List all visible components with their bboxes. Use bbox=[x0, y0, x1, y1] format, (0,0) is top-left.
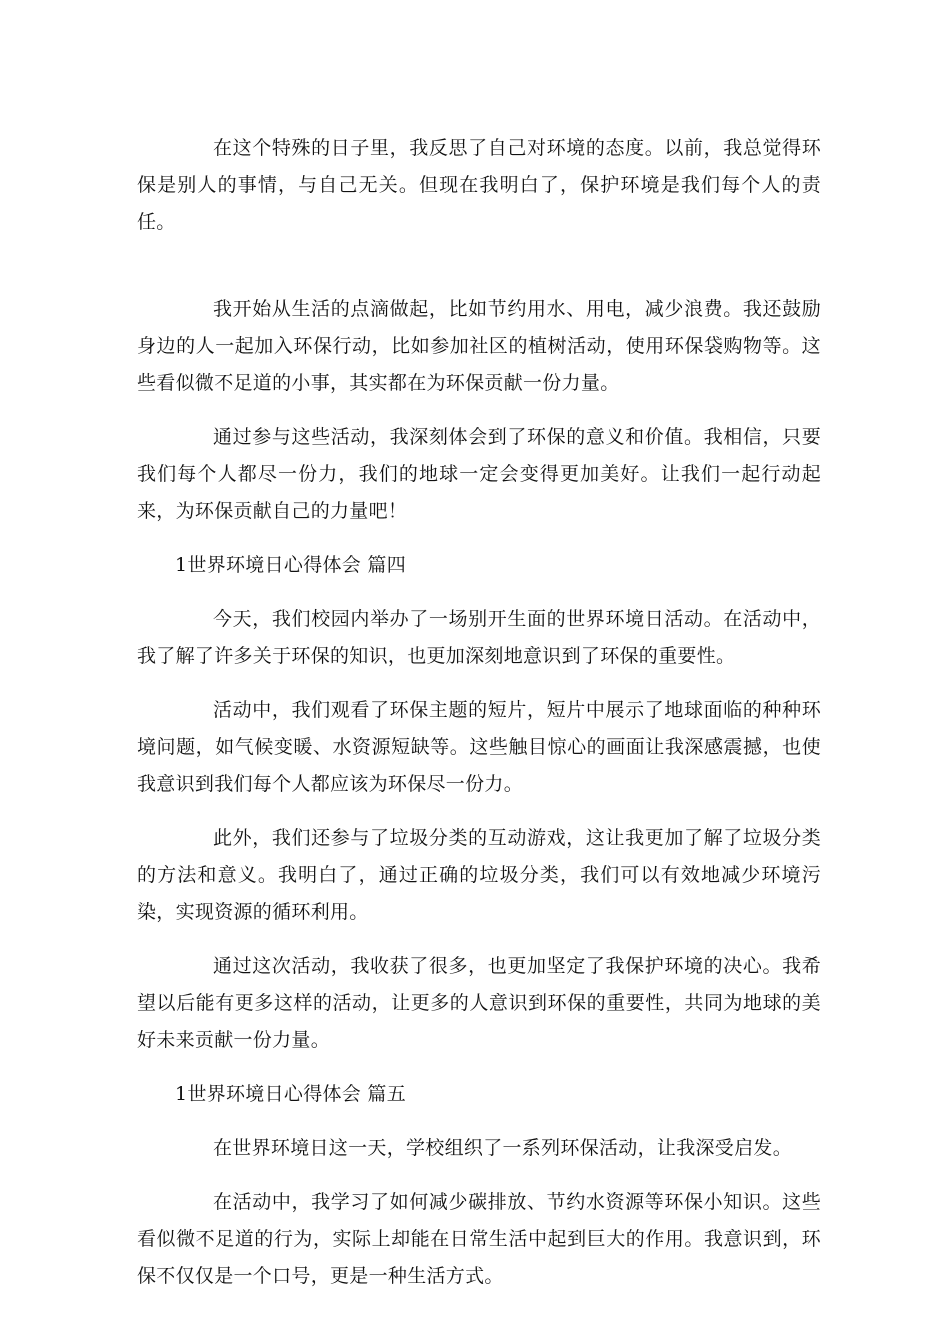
paragraph: 在世界环境日这一天，学校组织了一系列环保活动，让我深受启发。 bbox=[213, 1137, 793, 1159]
spacer bbox=[137, 584, 821, 601]
spacer bbox=[137, 1167, 821, 1184]
paragraph: 我开始从生活的点滴做起，比如节约用水、用电，减少浪费。我还鼓励身边的人一起加入环保行动，比如参加社区的植树活动，使用环保袋购物等。这些看似微不足道的小事，其实都在为环保贡献一份力量。 bbox=[137, 298, 821, 394]
paragraph: 通过这次活动，我收获了很多，也更加坚定了我保护环境的决心。我希望以后能有更多这样的活动，让更多的人意识到环保的重要性，共同为地球的美好未来贡献一份力量。 bbox=[137, 955, 821, 1051]
paragraph: 在活动中，我学习了如何减少碳排放、节约水资源等环保小知识。这些看似微不足道的行为，实际上却能在日常生活中起到巨大的作用。我意识到，环保不仅仅是一个口号，更是一种生活方式。 bbox=[137, 1191, 821, 1287]
spacer bbox=[137, 530, 821, 547]
paragraph: 今天，我们校园内举办了一场别开生面的世界环境日活动。在活动中，我了解了许多关于环保的知识，也更加深刻地意识到了环保的重要性。 bbox=[137, 608, 821, 667]
section-heading: 1世界环境日心得体会 篇五 bbox=[175, 1083, 407, 1105]
spacer bbox=[137, 1059, 821, 1076]
spacer bbox=[137, 675, 821, 692]
paragraph: 在这个特殊的日子里，我反思了自己对环境的态度。以前，我总觉得环保是别人的事情，与自己无关。但现在我明白了，保护环境是我们每个人的责任。 bbox=[137, 137, 821, 233]
spacer bbox=[137, 931, 821, 948]
paragraph: 活动中，我们观看了环保主题的短片，短片中展示了地球面临的种种环境问题，如气候变暖、水资源短缺等。这些触目惊心的画面让我深感震撼，也使我意识到我们每个人都应该为环保尽一份力。 bbox=[137, 699, 821, 795]
spacer bbox=[137, 402, 821, 419]
paragraph: 通过参与这些活动，我深刻体会到了环保的意义和价值。我相信，只要我们每个人都尽一份力，我们的地球一定会变得更加美好。让我们一起行动起来，为环保贡献自己的力量吧！ bbox=[137, 426, 821, 522]
spacer bbox=[137, 1113, 821, 1130]
document-page bbox=[137, 130, 821, 1295]
section-heading: 1世界环境日心得体会 篇四 bbox=[175, 554, 407, 576]
paragraph: 此外，我们还参与了垃圾分类的互动游戏，这让我更加了解了垃圾分类的方法和意义。我明白了，通过正确的垃圾分类，我们可以有效地减少环境污染，实现资源的循环利用。 bbox=[137, 827, 821, 923]
spacer bbox=[137, 241, 821, 291]
spacer bbox=[137, 803, 821, 820]
